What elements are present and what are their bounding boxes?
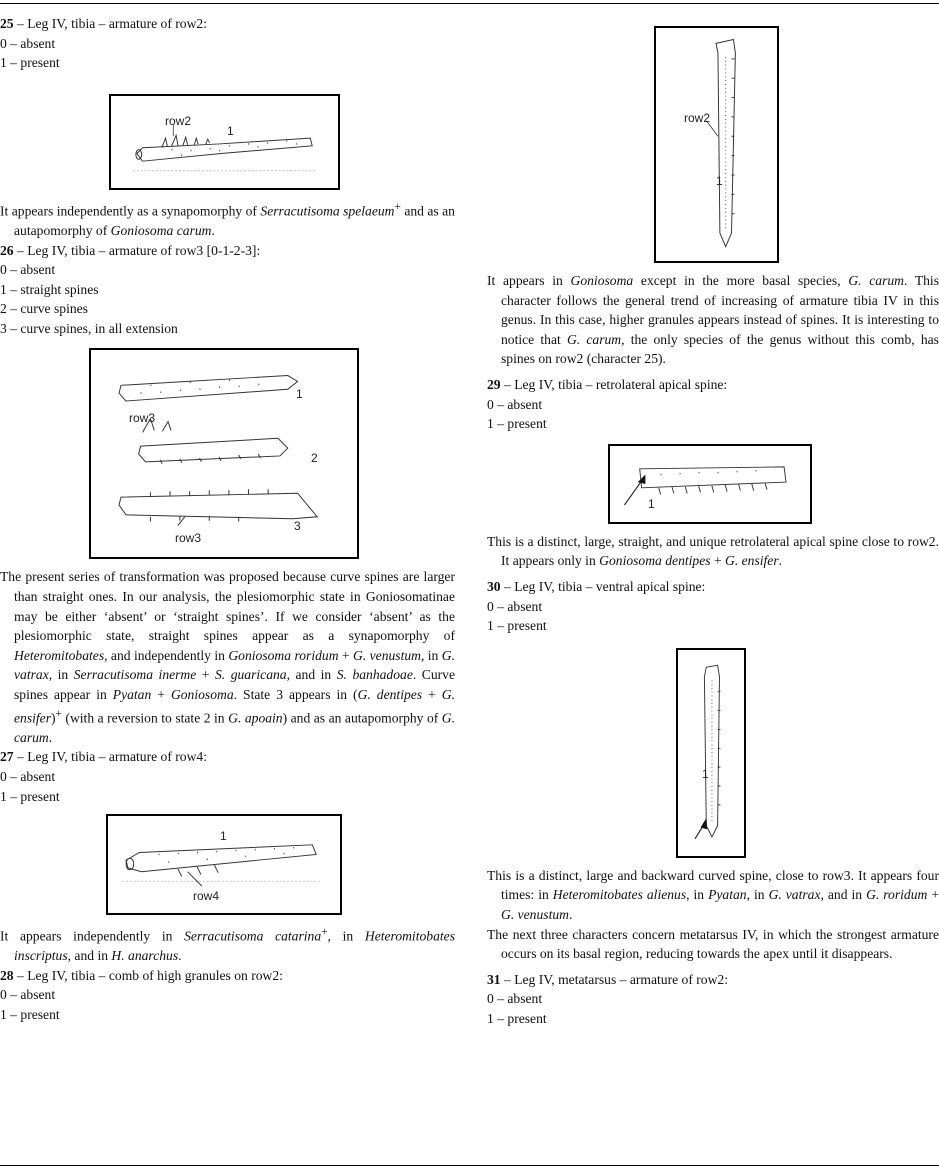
text: , in (420, 647, 442, 663)
label-row3: row3 (175, 531, 202, 546)
taxon: G. ensifer (725, 553, 779, 569)
character-title: – Leg IV, tibia – retrolateral apical spine: (500, 376, 728, 392)
label-state-1: 1 (716, 174, 723, 188)
text: It appears in (487, 273, 571, 288)
character-26-heading (0, 241, 455, 261)
taxon: Goniosoma (570, 273, 634, 288)
character-29-heading (487, 375, 939, 395)
figure-comb-row2-tibia (654, 26, 779, 263)
text: It appears independently as a synapomorphy of (0, 203, 261, 219)
state-1: 1 – present (0, 788, 60, 804)
label-state-1: 1 (227, 123, 234, 138)
text: and as an autapomorphy of (14, 203, 455, 238)
text: (with a reversion to state 2 in (61, 710, 229, 726)
figure-row2-tibia (109, 94, 340, 190)
text: + (196, 667, 215, 683)
text: , and in (820, 887, 867, 903)
bottom-rule (0, 1165, 939, 1166)
character-25-note (0, 198, 455, 241)
text: . (178, 948, 182, 964)
character-29-note (487, 532, 939, 571)
character-28-note (487, 271, 939, 369)
taxon: G. carum (566, 331, 622, 347)
character-number: 25 (0, 16, 14, 31)
taxon: Heteromitobates (14, 647, 105, 663)
character-31-heading (487, 970, 939, 990)
text: , in (48, 667, 74, 683)
text: ) and as an autapomorphy of (282, 710, 442, 726)
taxon: G. venustum (353, 647, 421, 663)
state-1: 1 – straight spines (0, 281, 99, 297)
taxon: Pyatan (708, 887, 747, 903)
state-1: 1 – present (487, 1010, 547, 1026)
left-column (0, 14, 455, 1025)
text: , the only species of the genus without this comb, has spines on row2 (character 25). (501, 331, 939, 367)
state-0: 0 – absent (487, 396, 543, 412)
text: + (422, 687, 442, 703)
character-number: 29 (487, 376, 501, 392)
tibia-drawing (678, 650, 744, 856)
figure-retrolateral-spine (608, 444, 812, 524)
character-title: – Leg IV, metatarsus – armature of row2: (500, 971, 728, 987)
right-column (487, 14, 939, 1028)
character-title: – Leg IV, tibia – ventral apical spine: (500, 578, 706, 594)
text: . (778, 553, 783, 569)
label-state-1: 1 (296, 387, 303, 402)
superscript: + (321, 926, 328, 939)
text: . This character follows the general trend of increasing of armature tibia IV in this genus. In this case, higher granules appears instead of spines. It is interesting to notice that (501, 273, 939, 347)
text: This is a distinct, large and backward curved spine, close to row3. It appears four times: in (487, 867, 939, 903)
text: , and in (67, 948, 112, 964)
text: + (338, 647, 353, 663)
taxon: S. guaricana (215, 667, 287, 683)
label-state-1: 1 (702, 766, 709, 781)
label-state-2: 2 (311, 451, 318, 466)
metatarsus-intro: The next three characters concern metatarsus IV, in which the strongest armature occurs on its basal region, reducing towards the apex until it disappears. (487, 926, 939, 962)
taxon: Goniosoma carum (110, 222, 212, 238)
character-title: – Leg IV, tibia – armature of row3 [0-1-2-3]: (13, 242, 261, 258)
text: + (927, 887, 939, 903)
character-title: – Leg IV, tibia – comb of high granules on row2: (13, 967, 283, 983)
character-number: 31 (487, 971, 501, 987)
text: + (151, 687, 171, 703)
state-1: 1 – present (487, 618, 547, 634)
taxon: Heteromitobates alienus (552, 887, 687, 903)
figure-ventral-spine (676, 648, 746, 858)
taxon: G. vatrax (14, 647, 455, 683)
text: . State 3 appears in ( (233, 687, 358, 703)
text: , and in (286, 667, 337, 683)
label-state-3: 3 (294, 519, 301, 534)
text: . (568, 906, 573, 922)
taxon: G. vatrax (768, 887, 821, 903)
taxon: G. apoain (228, 710, 283, 726)
tibia-drawing (111, 96, 338, 188)
superscript: + (394, 200, 401, 213)
character-27-note (0, 923, 455, 966)
taxon: G. carum (848, 273, 904, 288)
state-0: 0 – absent (0, 768, 56, 784)
text: It appears independently in (0, 928, 185, 944)
state-0: 0 – absent (0, 262, 56, 278)
state-0: 0 – absent (487, 598, 543, 614)
character-number: 28 (0, 967, 14, 983)
figure-row4-tibia (106, 814, 342, 915)
text: , in (327, 928, 365, 944)
taxon: G. ensifer (14, 687, 455, 726)
text: except in the more basal species, (633, 273, 849, 288)
character-title: – Leg IV, tibia – armature of row2: (13, 16, 207, 31)
character-title: – Leg IV, tibia – armature of row4: (13, 749, 207, 765)
character-number: 30 (487, 578, 501, 594)
taxon: Heteromitobates inscriptus (14, 928, 455, 964)
character-30-heading (487, 577, 939, 597)
character-26-note (0, 567, 455, 747)
text: , and independently in (104, 647, 229, 663)
taxon: S. banhadoae (336, 667, 413, 683)
text: . (211, 222, 215, 238)
taxon: Goniosoma roridum (228, 647, 339, 663)
state-1: 1 – present (487, 416, 547, 432)
taxon: H. anarchus (111, 948, 179, 964)
tibia-drawing (656, 28, 777, 261)
taxon: Pyatan (112, 687, 152, 703)
label-state-1: 1 (648, 496, 655, 511)
text: ) (51, 710, 56, 726)
taxon: G. roridum (866, 887, 928, 903)
character-number: 27 (0, 749, 14, 765)
taxon: G. dentipes (357, 687, 423, 703)
label-row3: row3 (129, 411, 156, 426)
top-rule (0, 3, 939, 4)
character-30-note (487, 866, 939, 925)
character-number: 26 (0, 242, 14, 258)
state-0: 0 – absent (487, 991, 543, 1007)
taxon: G. venustum (501, 906, 569, 922)
state-1: 1 – present (0, 55, 60, 71)
superscript: + (55, 707, 62, 720)
label-row2: row2 (684, 111, 711, 125)
figure-row3-tibia (89, 348, 359, 559)
text: The present series of transformation was proposed because curve spines are larger than straight ones. In our analysis, the plesiomorphic state in Goniosomatinae may be either ‘absent’ or ‘straight spines’. If we consider ‘absent’ as the plesiomorphic state, straight spines appear as a synapomorphy of (0, 569, 455, 644)
tibia-drawing (610, 446, 810, 522)
label-row4: row4 (193, 889, 220, 904)
text: This is a distinct, large, straight, and unique retrolateral apical spine close to row2. It appears only in (487, 533, 939, 569)
label-state-1: 1 (220, 829, 227, 844)
text: . (48, 729, 53, 745)
character-28-heading (0, 966, 455, 986)
text: . Curve spines appear in (14, 667, 455, 703)
taxon: Serracutisoma inerme (73, 667, 197, 683)
state-2: 2 – curve spines (0, 301, 88, 317)
state-1: 1 – present (0, 1007, 60, 1023)
taxon: Serracutisoma spelaeum (260, 203, 395, 219)
character-27-heading (0, 747, 455, 767)
text: , in (686, 887, 709, 903)
text: , in (746, 887, 769, 903)
text: + (710, 553, 726, 569)
state-3: 3 – curve spines, in all extension (0, 320, 178, 336)
taxon: Serracutisoma catarina (184, 928, 322, 944)
state-0: 0 – absent (0, 987, 56, 1003)
label-row2: row2 (165, 113, 192, 128)
taxon: Goniosoma dentipes (599, 553, 711, 569)
taxon: G. carum (14, 710, 456, 745)
state-0: 0 – absent (0, 35, 56, 51)
taxon: Goniosoma (170, 687, 234, 703)
character-25-heading (0, 14, 455, 34)
